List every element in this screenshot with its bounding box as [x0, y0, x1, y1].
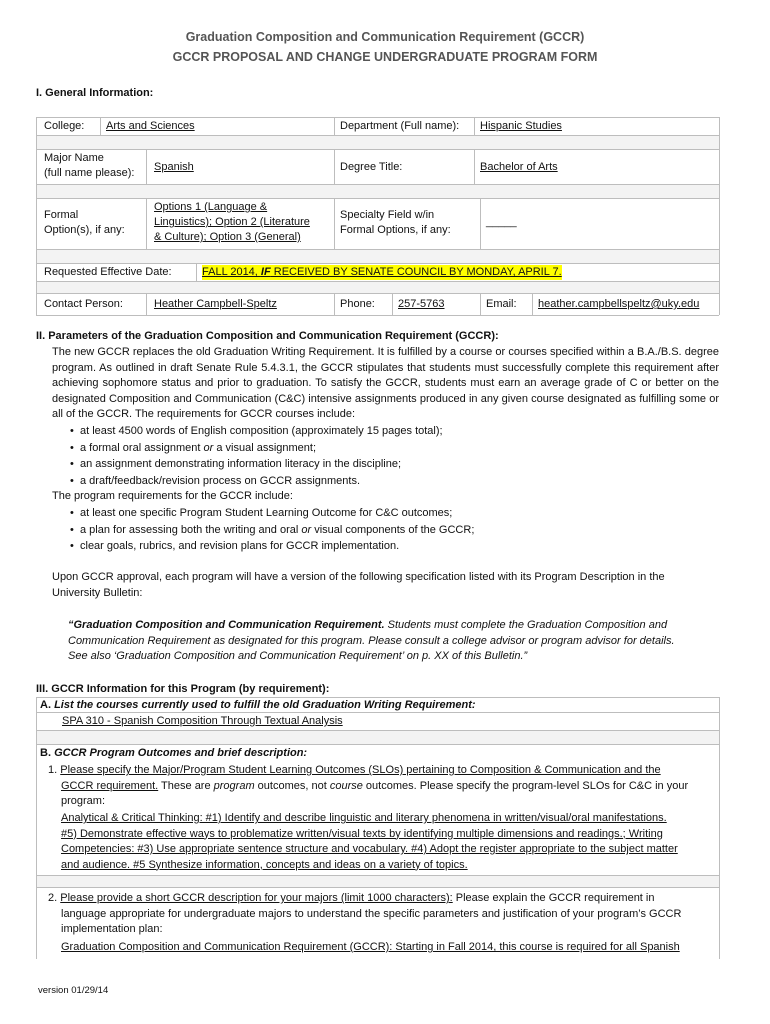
section3-heading: III. GCCR Information for this Program (by requirement):	[36, 683, 330, 695]
formal-options-label: Formal Option(s), if any:	[44, 209, 125, 236]
program-requirements-intro: The program requirements for the GCCR include:	[52, 490, 293, 502]
list-item: • clear goals, rubrics, and revision plans for GCCR implementation.	[70, 538, 710, 555]
old-gwr-courses-value[interactable]: SPA 310 - Spanish Composition Through Textual Analysis	[62, 715, 343, 727]
form-title: Graduation Composition and Communication Requirement (GCCR)	[185, 30, 585, 44]
college-label: College:	[44, 120, 85, 132]
question-2: 2. Please provide a short GCCR description for your majors (limit 1000 characters): Please explain the GCCR requirement in language appropriate for undergraduate majors to understand the specific parameters and justification of your program’s GCCR implementation plan:	[48, 892, 682, 935]
email-label: Email:	[486, 298, 517, 310]
phone-value[interactable]: 257-5763	[398, 298, 445, 310]
question-1: 1. Please specify the Major/Program Student Learning Outcomes (SLOs) pertaining to Composition & Communication and the GCCR requirement. These are program outcomes, not course outcomes. Please specify the program-level SLOs for C&C in your program:	[48, 764, 689, 807]
list-item: • a draft/feedback/revision process on GCCR assignments.	[70, 473, 710, 490]
gccr-description-paragraph: The new GCCR replaces the old Graduation Writing Requirement. It is fulfilled by a course or courses specified within a B.A./B.S. degree program. As outlined in draft Senate Rule 5.4.3.1, the GCCR stipulates that students must successfully complete this requirement after achieving sophomore status and prior to graduation. To satisfy the GCCR, students must earn an average grade of C or better on the designated Composition and Communication (C&C) intensive assignments produced in any given course designated as fulfilling some or all of the GCCR. The requirements for GCCR courses include:	[52, 346, 719, 420]
list-item: • at least one specific Program Student Learning Outcome for C&C outcomes;	[70, 505, 710, 522]
degree-value[interactable]: Bachelor of Arts	[480, 161, 558, 173]
list-item: • an assignment demonstrating information literacy in the discipline;	[70, 456, 710, 473]
list-item: • at least 4500 words of English composition (approximately 15 pages total);	[70, 423, 710, 440]
version-footer: version 01/29/14	[38, 985, 109, 996]
form-subtitle: GCCR PROPOSAL AND CHANGE UNDERGRADUATE PROGRAM FORM	[172, 50, 598, 64]
gccr-description-answer[interactable]: Graduation Composition and Communication Requirement (GCCR): Starting in Fall 2014, this course is required for all Spanish	[61, 941, 680, 953]
formal-options-value[interactable]: Options 1 (Language & Linguistics); Option 2 (Literature & Culture); Option 3 (General)	[154, 201, 310, 243]
phone-label: Phone:	[340, 298, 375, 310]
contact-label: Contact Person:	[44, 298, 123, 310]
contact-value[interactable]: Heather Campbell-Speltz	[154, 298, 277, 310]
department-value[interactable]: Hispanic Studies	[480, 120, 562, 132]
effective-date-value[interactable]: FALL 2014, IF RECEIVED BY SENATE COUNCIL BY MONDAY, APRIL 7.	[202, 266, 562, 278]
major-value[interactable]: Spanish	[154, 161, 194, 173]
section3a-heading: A. List the courses currently used to fulfill the old Graduation Writing Requirement:	[40, 699, 476, 711]
major-label: Major Name (full name please):	[44, 152, 135, 179]
specialty-field-value[interactable]: _____	[486, 216, 517, 228]
section1-heading: I. General Information:	[36, 87, 154, 99]
gccr-course-requirements-list	[70, 423, 710, 489]
list-item: • a plan for assessing both the writing and oral or visual components of the GCCR;	[70, 522, 710, 539]
specialty-field-label: Specialty Field w/in Formal Options, if any:	[340, 209, 451, 236]
college-value[interactable]: Arts and Sciences	[106, 120, 195, 132]
department-label: Department (Full name):	[340, 120, 460, 132]
email-value[interactable]: heather.campbellspeltz@uky.edu	[538, 298, 700, 310]
bulletin-quote: “Graduation Composition and Communication Requirement. Students must complete the Graduation Composition and Communication Requirement as designated for this program. Please consult a college advisor or program advisor for details. See also ‘Graduation Composition and Communication Requirement’ on p. XX of this Bulletin.”	[68, 619, 675, 662]
gccr-program-requirements-list	[70, 505, 710, 555]
gccr-approval-note: Upon GCCR approval, each program will have a version of the following specification listed with its Program Description in the University Bulletin:	[52, 571, 665, 599]
degree-label: Degree Title:	[340, 161, 403, 173]
effective-date-label: Requested Effective Date:	[44, 266, 172, 278]
program-slos-answer[interactable]: Analytical & Critical Thinking: #1) Identify and describe linguistic and literary phenomena in written/visual/oral manifestations. #5) Demonstrate effective ways to problematize written/visual texts by identifying multiple dimensions and readings.; Writing Competencies: #3) Use appropriate sentence structure and vocabulary. #4) Adopt the register appropriate to the subject matter and audience. #5 Synthesize information, concepts and ideas on a variety of topics.	[61, 812, 678, 871]
section3b-heading: B. GCCR Program Outcomes and brief description:	[40, 747, 308, 759]
section2-heading: II. Parameters of the Graduation Composition and Communication Requirement (GCCR):	[36, 330, 499, 342]
list-item: • a formal oral assignment or a visual assignment;	[70, 440, 710, 457]
